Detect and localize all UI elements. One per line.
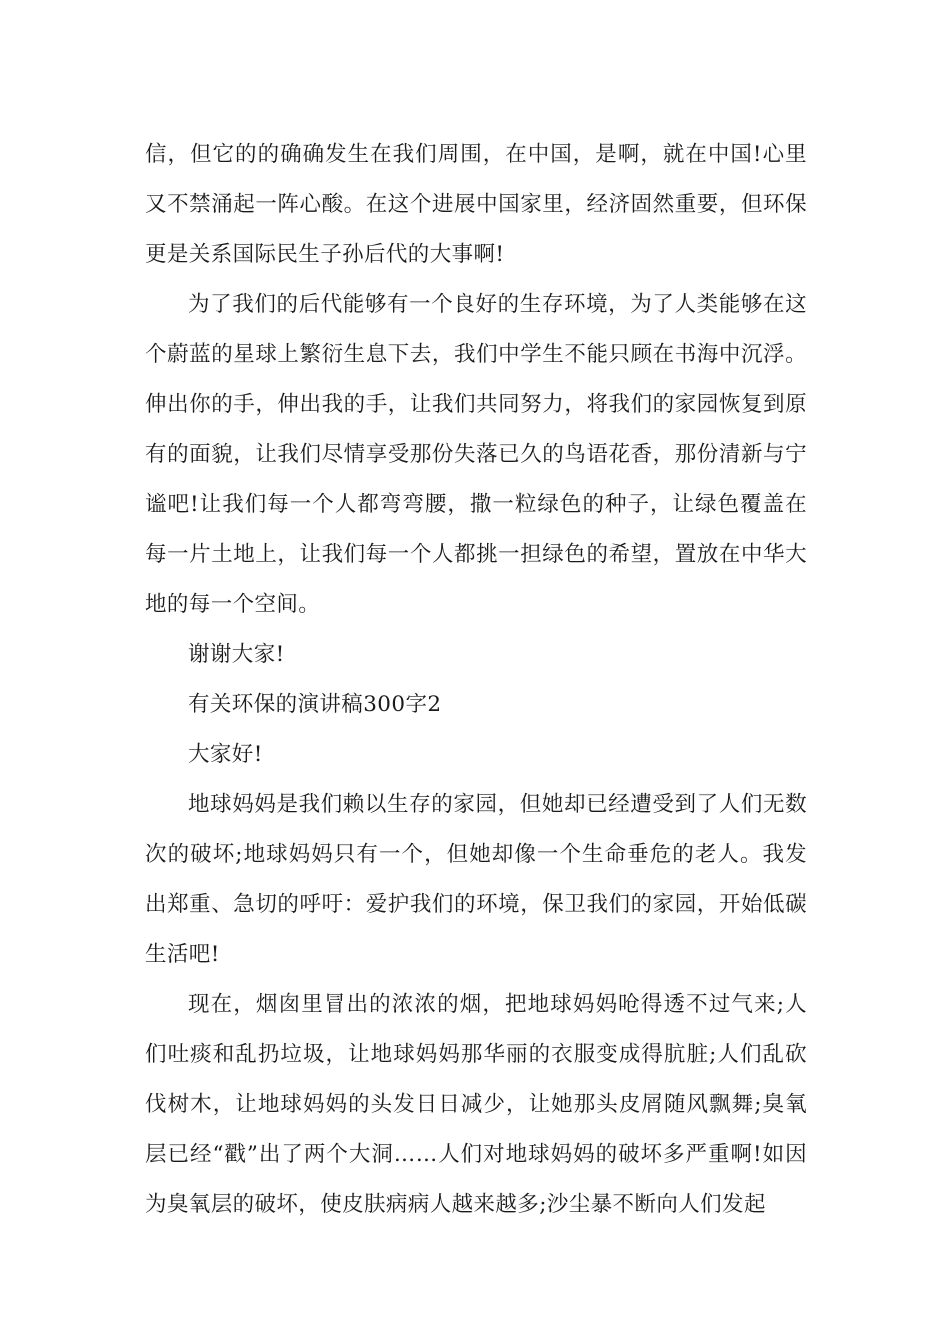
paragraph-2: 为了我们的后代能够有一个良好的生存环境，为了人类能够在这个蔚蓝的星球上繁衍生息下去，我们中学生不能只顾在书海中沉浮。伸出你的手，伸出我的手，让我们共同努力，将我们的家园恢复到原有的面貌，让我们尽情享受那份失落已久的鸟语花香，那份清新与宁谧吧!让我们每一个人都弯弯腰，撒一粒绿色的种子，让绿色覆盖在每一片土地上，让我们每一个人都挑一担绿色的希望，置放在中华大地的每一个空间。: [145, 292, 807, 617]
paragraph-4: 现在，烟囱里冒出的浓浓的烟，把地球妈妈呛得透不过气来;人们吐痰和乱扔垃圾，让地球妈妈那华丽的衣服变成得肮脏;人们乱砍伐树木，让地球妈妈的头发日日减少，让她那头皮屑随风飘舞;臭氧层已经“戳”出了两个大洞……人们对地球妈妈的破坏多严重啊!如因为臭氧层的破坏，使皮肤病病人越来越多;沙尘暴不断向人们发起: [145, 992, 807, 1217]
paragraph-thanks: 谢谢大家!: [188, 642, 285, 667]
paragraph-3: 地球妈妈是我们赖以生存的家园，但她却已经遭受到了人们无数次的破坏;地球妈妈只有一个，但她却像一个生命垂危的老人。我发出郑重、急切的呼吁：爱护我们的环境，保卫我们的家园，开始低碳生活吧!: [145, 792, 807, 967]
document-page: [145, 130, 807, 1230]
paragraph-greeting: 大家好!: [188, 742, 263, 767]
paragraph-1: 信，但它的的确确发生在我们周围，在中国，是啊，就在中国!心里又不禁涌起一阵心酸。在这个进展中国家里，经济固然重要，但环保更是关系国际民生子孙后代的大事啊!: [145, 142, 807, 267]
section-heading: 有关环保的演讲稿300字2: [188, 692, 442, 717]
